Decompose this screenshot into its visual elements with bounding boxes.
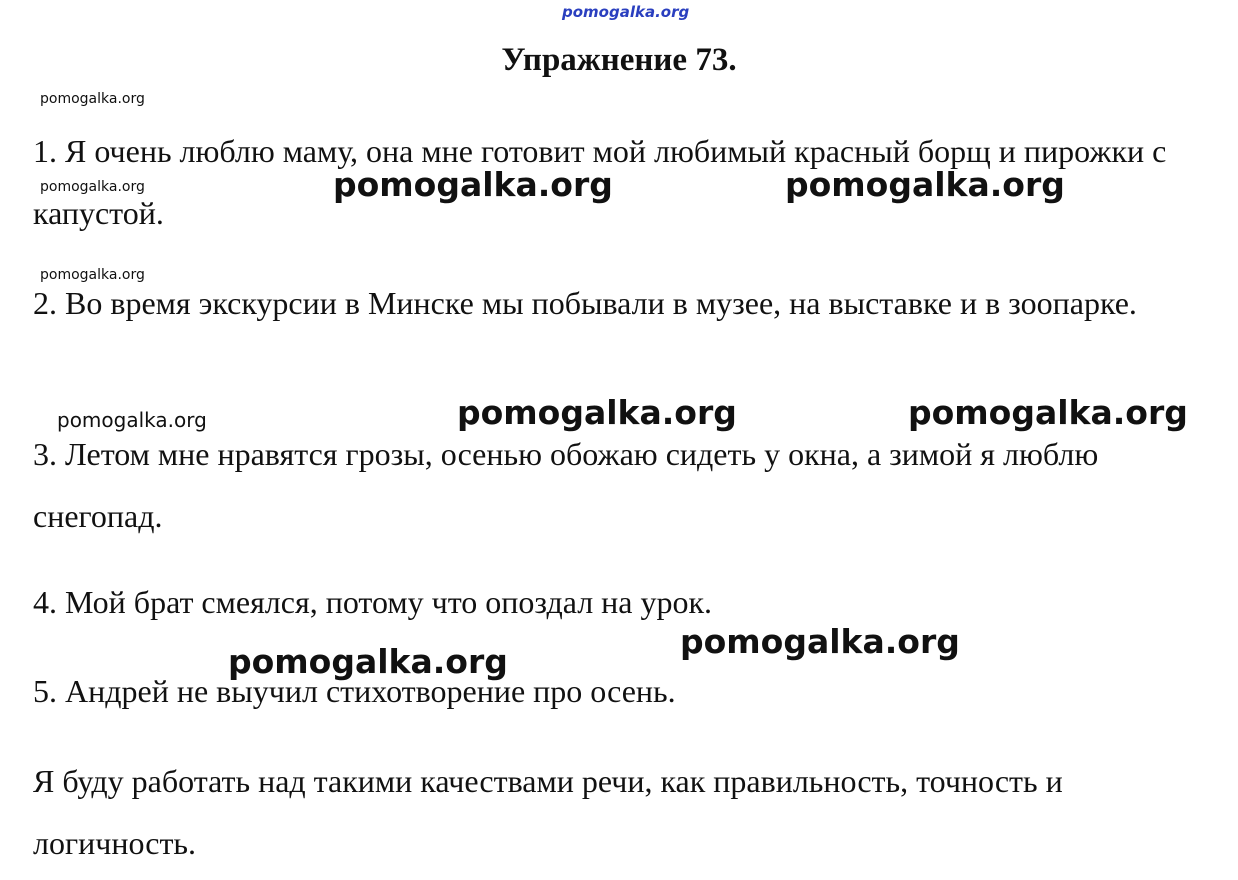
watermark-large: pomogalka.org: [785, 165, 1065, 204]
answer-paragraph-5: 5. Андрей не выучил стихотворение про осень.: [33, 673, 676, 709]
answer-paragraph-3: 3. Летом мне нравятся грозы, осенью обожаю сидеть у окна, а зимой я люблю снегопад.: [33, 436, 1099, 534]
answer-paragraph-1: 1. Я очень люблю маму, она мне готовит мой любимый красный борщ и пирожки с капустой.: [33, 133, 1167, 231]
watermark-small: pomogalka.org: [40, 267, 145, 283]
watermark-medium: pomogalka.org: [57, 408, 207, 432]
watermark-small: pomogalka.org: [40, 179, 145, 195]
watermark-small: pomogalka.org: [40, 91, 145, 107]
watermark-large: pomogalka.org: [228, 642, 508, 681]
answer-paragraph-2: 2. Во время экскурсии в Минске мы побывали в музее, на выставке и в зоопарке.: [33, 285, 1137, 321]
watermark-large: pomogalka.org: [333, 165, 613, 204]
conclusion-paragraph: Я буду работать над такими качествами речи, как правильность, точность и логичность.: [33, 763, 1063, 861]
watermark-large: pomogalka.org: [908, 393, 1188, 432]
answer-paragraph-4: 4. Мой брат смеялся, потому что опоздал на урок.: [33, 584, 713, 620]
watermark-large: pomogalka.org: [680, 622, 960, 661]
watermark-top: pomogalka.org: [562, 3, 690, 21]
watermark-large: pomogalka.org: [457, 393, 737, 432]
exercise-title: Упражнение 73.: [501, 42, 737, 78]
